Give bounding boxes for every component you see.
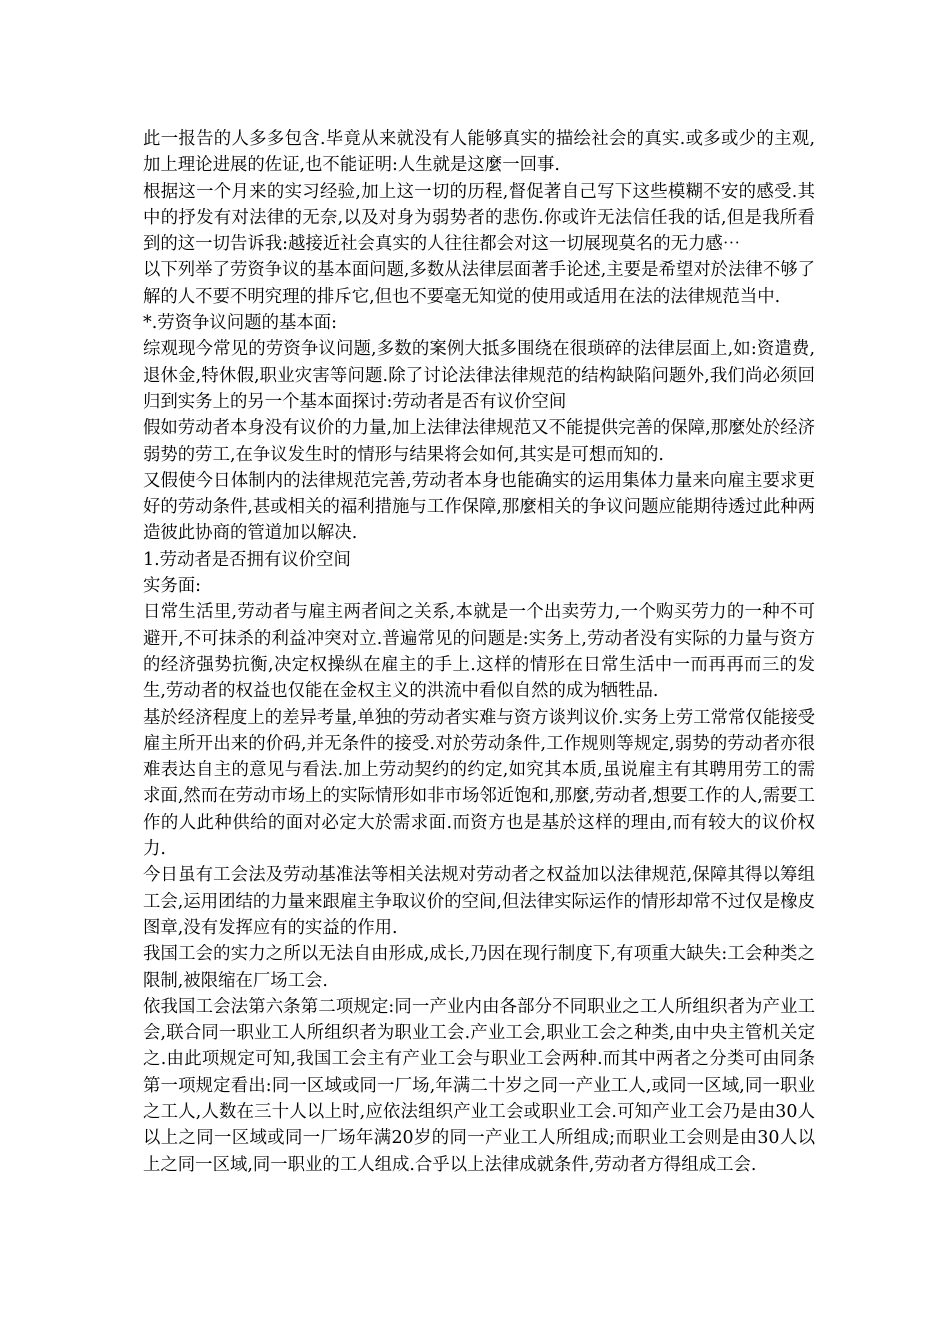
- paragraph-daily-conflict: 日常生活里,劳动者与雇主两者间之关系,本就是一个出卖劳力,一个购买劳力的一种不可避开,不可抹杀的利益冲突对立.普遍常见的问题是:实务上,劳动者没有实际的力量与资方的经济强势抗衡,决定权操纵在雇主的手上.这样的情形在日常生活中一而再再而三的发生,劳动者的权益也仅能在金权主义的洪流中看似自然的成为牺牲品.: [143, 602, 815, 702]
- section-heading-basics: *.劳资争议问题的基本面:: [143, 313, 337, 334]
- document-body: [143, 126, 815, 1178]
- paragraph-union-limits: 我国工会的实力之所以无法自由形成,成长,乃因在现行制度下,有项重大缺失:工会种类之限制,被限缩在厂场工会.: [143, 944, 815, 991]
- paragraph-intro-disclaimer: 此一报告的人多多包含.毕竟从来就没有人能够真实的描绘社会的真实.或多或少的主观,加上理论进展的佐证,也不能证明:人生就是这麼一回事.: [143, 129, 815, 176]
- paragraph-internship-reflection: 根据这一个月来的实习经验,加上这一切的历程,督促著自己写下这些模糊不安的感受.其中的抒发有对法律的无奈,以及对身为弱势者的悲伤.你或许无法信任我的话,但是我所看到的这一切告诉我:越接近社会真实的人往往都会对这一切展现莫名的无力感⋯: [143, 181, 815, 255]
- paragraph-common-disputes: 综观现今常见的劳资争议问题,多数的案例大抵多围绕在很琐碎的法律层面上,如:资遣费,退休金,特休假,职业灾害等问题.除了讨论法律法律规范的结构缺陷问题外,我们尚必须回归到实务上的另一个基本面探讨:劳动者是否有议价空间: [143, 339, 815, 412]
- subheading-practice: 实务面:: [143, 576, 202, 597]
- paragraph-overview: 以下列举了劳资争议的基本面问题,多数从法律层面著手论述,主要是希望对於法律不够了解的人不要不明究理的排斥它,但也不要毫无知觉的使用或适用在法的法律规范当中.: [143, 260, 815, 307]
- paragraph-no-bargaining-power: 假如劳动者本身没有议价的力量,加上法律法律规范又不能提供完善的保障,那麼处於经济弱势的劳工,在争议发生时的情形与结果将会如何,其实是可想而知的.: [143, 418, 815, 465]
- paragraph-collective-negotiation: 又假使今日体制内的法律规范完善,劳动者本身也能确实的运用集体力量来向雇主要求更好的劳动条件,甚或相关的福利措施与工作保障,那麼相关的争议问题应能期待透过此种两造彼此协商的管道加以解决.: [143, 470, 815, 544]
- paragraph-union-law: 今日虽有工会法及劳动基准法等相关法规对劳动者之权益加以法律规范,保障其得以筹组工会,运用团结的力量来跟雇主争取议价的空间,但法律实际运作的情形却常不过仅是橡皮图章,没有发挥应有的实益的作用.: [143, 865, 815, 938]
- subheading-bargaining-space: 1.劳动者是否拥有议价空间: [143, 549, 351, 570]
- paragraph-economic-gap: 基於经济程度上的差异考量,单独的劳动者实难与资方谈判议价.实务上劳工常常仅能接受雇主所开出来的价码,并无条件的接受.对於劳动条件,工作规则等规定,弱势的劳动者亦很难表达自主的意见与看法.加上劳动契约的约定,如究其本质,虽说雇主有其聘用劳工的需求面,然而在劳动市场上的实际情形如非市场邻近饱和,那麼,劳动者,想要工作的人,需要工作的人此种供给的面对必定大於需求面.而资方也是基於这样的理由,而有较大的议价权力.: [143, 707, 815, 860]
- paragraph-article-six: 依我国工会法第六条第二项规定:同一产业内由各部分不同职业之工人所组织者为产业工会,联合同一职业工人所组织者为职业工会.产业工会,职业工会之种类,由中央主管机关定之.由此项规定可知,我国工会主有产业工会与职业工会两种.而其中两者之分类可由同条第一项规定看出:同一区域或同一厂场,年满二十岁之同一产业工人,或同一区域,同一职业之工人,人数在三十人以上时,应依法组织产业工会或职业工会.可知产业工会乃是由30人以上之同一区域或同一厂场年满20岁的同一产业工人所组成;而职业工会则是由30人以上之同一区域,同一职业的工人组成.合乎以上法律成就条件,劳动者方得组成工会.: [143, 996, 815, 1175]
